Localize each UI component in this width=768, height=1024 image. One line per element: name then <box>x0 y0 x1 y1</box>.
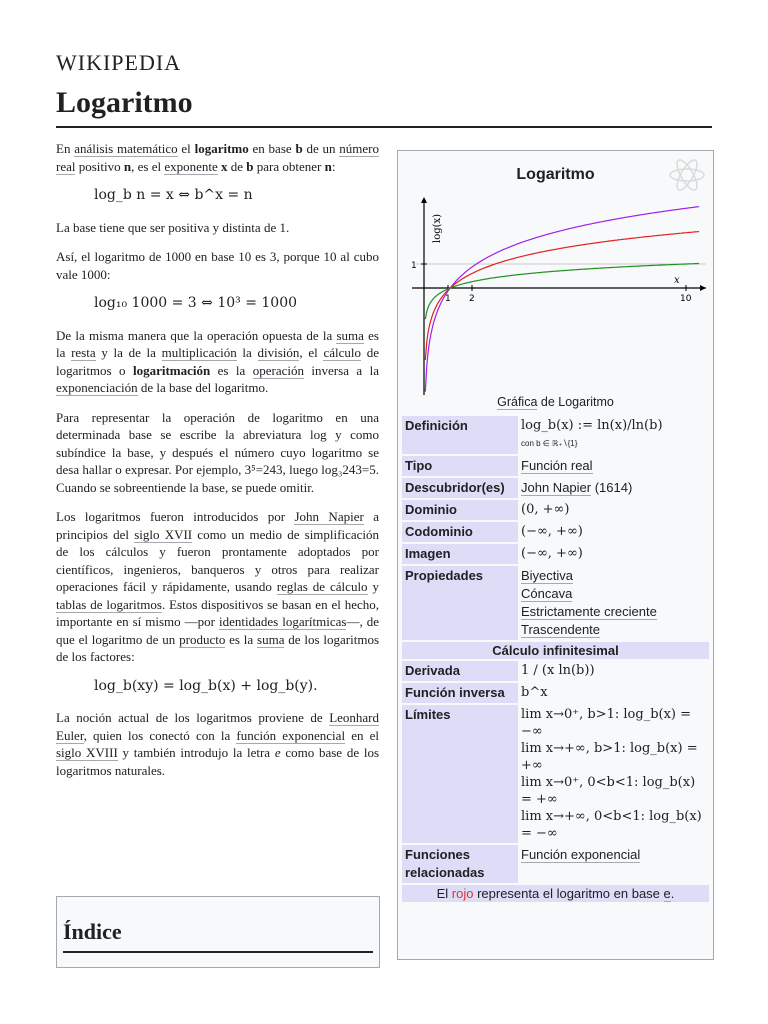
label-derivada: Derivada <box>402 661 518 681</box>
link-siglo-xvii[interactable]: siglo XVII <box>134 526 193 542</box>
text: —, de que el logaritmo de un <box>56 614 379 647</box>
equation-3: log_b(xy) = log_b(x) + log_b(y). <box>94 677 318 694</box>
value-derivada: 1 / (x ln(b)) <box>521 663 595 678</box>
text: la <box>236 345 258 360</box>
title-underline <box>56 126 712 128</box>
link-tablas-logaritmos[interactable]: tablas de logaritmos <box>56 596 162 612</box>
text: En <box>56 141 75 156</box>
italic-e: e <box>274 745 281 760</box>
bold-term: logaritmo <box>194 141 249 156</box>
article-body <box>56 140 379 791</box>
row-derivada <box>402 661 709 681</box>
text: en el <box>345 727 380 743</box>
text: como un medio de simplificación de los cálculos y fueron prontamente adoptados por científicos, ingenieros, banqueros y otros para realizar operaciones fácil y rápidamente, usando <box>56 526 379 594</box>
row-propiedades <box>402 566 709 640</box>
text: es la <box>210 362 253 378</box>
log-graph[interactable] <box>406 195 706 395</box>
value-propiedades-cell <box>518 566 709 640</box>
limit-4: lim x→+∞, 0<b<1: log_b(x) = −∞ <box>521 809 702 841</box>
label-dominio: Dominio <box>402 500 518 520</box>
row-imagen <box>402 544 709 564</box>
text: y también introdujo la letra <box>117 745 275 760</box>
label-descubridor: Descubridor(es) <box>402 478 518 498</box>
label-funciones: Funciones relacionadas <box>402 845 518 883</box>
atom-watermark-icon <box>667 155 707 195</box>
graph-caption <box>398 395 713 409</box>
label-imagen: Imagen <box>402 544 518 564</box>
value-imagen: (−∞, +∞) <box>521 546 583 561</box>
link-division[interactable]: división <box>257 345 300 360</box>
text: De la misma manera que la operación opuesta de la <box>56 327 337 343</box>
value-funciones-cell <box>518 845 709 883</box>
limit-3: lim x→0⁺, 0<b<1: log_b(x) = +∞ <box>521 775 696 807</box>
infobox-table <box>402 414 709 904</box>
page-title: Logaritmo <box>56 86 193 119</box>
link-funcion-exponencial[interactable]: función exponencial <box>236 727 346 743</box>
y-axis-arrow <box>421 197 427 203</box>
text: y la de la <box>95 345 162 360</box>
text: La noción actual de los logaritmos proviene de <box>56 710 330 725</box>
value-limites-cell <box>518 705 709 843</box>
text: Los logaritmos fueron introducidos por <box>56 509 295 524</box>
link-siglo-xviii[interactable]: siglo XVIII <box>56 745 118 760</box>
bold-term: n <box>123 158 132 174</box>
text: como base de los logaritmos naturales. <box>56 745 380 778</box>
bold-term: b <box>295 141 303 156</box>
text: inversa a la <box>304 362 379 378</box>
link-e[interactable]: e <box>663 886 671 901</box>
link-napier-infobox[interactable]: John Napier <box>521 480 592 495</box>
link-john-napier[interactable]: John Napier <box>294 509 364 524</box>
infobox-title: Logaritmo <box>516 166 595 183</box>
link-concava[interactable]: Cóncava <box>521 586 573 601</box>
link-suma[interactable]: suma <box>336 327 364 343</box>
paragraph-5: Para representar la operación de logaritmo en una determinada base se escribe la abreviatura log y como subíndice la base, y después el número cuyo logaritmo se desa hallar o expresar. Por ejemplo, 3⁵=243, luego log₃243=5. Cuando se sobreentiende la base, se puede omitir. <box>56 409 379 495</box>
label-limites: Límites <box>402 705 518 843</box>
caption-link-grafica[interactable]: Gráfica <box>497 395 538 409</box>
note-red-word: rojo <box>451 886 474 901</box>
row-dominio <box>402 500 709 520</box>
link-multiplicacion[interactable]: multiplicación <box>161 345 237 360</box>
value-codominio: (−∞, +∞) <box>521 524 583 539</box>
wikipedia-wordmark[interactable]: WIKIPEDIA <box>56 50 182 75</box>
bold-term: logaritmación <box>132 362 211 378</box>
curve-base-2 <box>425 207 699 392</box>
text: de un <box>302 141 340 156</box>
bold-term: x <box>221 158 228 174</box>
link-biyectiva[interactable]: Biyectiva <box>521 568 574 583</box>
value-tipo-cell <box>518 456 709 476</box>
row-tipo <box>402 456 709 476</box>
text: positivo <box>75 158 124 174</box>
text: para obtener <box>253 158 325 174</box>
link-exponente[interactable]: exponente <box>164 158 218 174</box>
row-inversa <box>402 683 709 703</box>
text: de los logaritmos de los factores: <box>56 631 380 664</box>
link-identidades[interactable]: identidades logarítmicas <box>219 614 347 629</box>
text: y <box>367 579 380 594</box>
paragraph-1 <box>56 140 379 175</box>
value-descubridor-cell <box>518 478 709 498</box>
link-funcion-exponencial-infobox[interactable]: Función exponencial <box>521 847 641 862</box>
tick-label-x2: 2 <box>469 294 475 304</box>
label-codominio: Codominio <box>402 522 518 542</box>
tick-label-x1: 1 <box>445 294 451 304</box>
text: el <box>177 141 195 156</box>
text: . Estos dispositivos se basan en el hecho, importante en sí mismo —por <box>56 596 379 629</box>
text: : <box>331 158 336 174</box>
bold-term: b <box>246 158 254 174</box>
table-of-contents <box>56 896 380 968</box>
text: es la <box>225 631 258 647</box>
paragraph-4 <box>56 327 379 397</box>
row-note <box>402 885 709 902</box>
text: , el <box>299 345 324 360</box>
text: de <box>227 158 247 174</box>
text: a principios del <box>56 509 379 542</box>
paragraph-3: Así, el logaritmo de 1000 en base 10 es 3, porque 10 al cubo vale 1000: <box>56 249 379 282</box>
paragraph-2: La base tiene que ser positiva y distinta de 1. <box>56 219 290 235</box>
note-text: . <box>670 886 675 901</box>
infobox-note <box>402 885 709 902</box>
paragraph-6 <box>56 508 379 666</box>
link-calculo[interactable]: cálculo <box>323 345 361 360</box>
equation-1: log_b n = x ⇔ b^x = n <box>94 187 253 203</box>
value-inversa: b^x <box>521 685 548 700</box>
row-funciones <box>402 845 709 883</box>
x-axis-label: x <box>674 275 680 286</box>
value-definicion: log_b(x) := ln(x)/ln(b) <box>521 418 663 433</box>
bold-term: n <box>324 158 332 174</box>
link-trascendente[interactable]: Trascendente <box>521 622 601 637</box>
row-descubridor <box>402 478 709 498</box>
label-propiedades: Propiedades <box>402 566 518 640</box>
tick-label-y1: 1 <box>411 261 417 271</box>
note-text: El <box>436 886 452 901</box>
descubridor-year: (1614) <box>591 480 633 495</box>
definicion-condition: con b ∈ ℝ₊∖{1} <box>521 439 578 448</box>
link-operacion[interactable]: operación <box>252 362 304 378</box>
note-text: representa el logaritmo en base <box>473 886 664 901</box>
value-dominio: (0, +∞) <box>521 502 570 517</box>
equation-2: log₁₀ 1000 = 3 ⇔ 10³ = 1000 <box>94 295 298 311</box>
row-limites <box>402 705 709 843</box>
link-suma-2[interactable]: suma <box>257 631 285 647</box>
y-axis-label: log(x) <box>432 213 443 243</box>
paragraph-7 <box>56 709 379 779</box>
link-creciente[interactable]: Estrictamente creciente <box>521 604 657 619</box>
link-numero-real[interactable]: número real <box>56 141 379 174</box>
caption-text: de Logaritmo <box>537 395 614 409</box>
tick-label-x10: 10 <box>680 294 692 304</box>
text: , es el <box>131 158 165 174</box>
section-calculo: Cálculo infinitesimal <box>402 642 709 659</box>
toc-title: Índice <box>63 919 373 953</box>
row-definicion <box>402 416 709 454</box>
text: es la <box>56 327 379 360</box>
link-producto[interactable]: producto <box>179 631 226 647</box>
infobox <box>397 150 714 960</box>
link-reglas-calculo[interactable]: reglas de cálculo <box>276 579 368 594</box>
value-definicion-cell <box>518 416 709 454</box>
text: de la base del logaritmo. <box>137 380 269 395</box>
link-resta[interactable]: resta <box>71 345 96 360</box>
link-euler[interactable]: Leonhard Euler <box>56 710 379 743</box>
limit-2: lim x→+∞, b>1: log_b(x) = +∞ <box>521 741 698 773</box>
link-funcion-real[interactable]: Función real <box>521 458 593 473</box>
label-definicion: Definición <box>402 416 518 454</box>
link-analisis[interactable]: análisis matemático <box>74 141 178 156</box>
row-calculo-header <box>402 642 709 659</box>
row-codominio <box>402 522 709 542</box>
limit-1: lim x→0⁺, b>1: log_b(x) = −∞ <box>521 707 692 739</box>
link-exponenciacion[interactable]: exponenciación <box>56 380 138 395</box>
text: en base <box>248 141 296 156</box>
label-tipo: Tipo <box>402 456 518 476</box>
curve-base-e <box>425 232 699 360</box>
text: de logaritmos o <box>56 345 379 378</box>
x-axis-arrow <box>700 285 706 291</box>
label-inversa: Función inversa <box>402 683 518 703</box>
text: , quien los conectó con la <box>83 727 237 743</box>
